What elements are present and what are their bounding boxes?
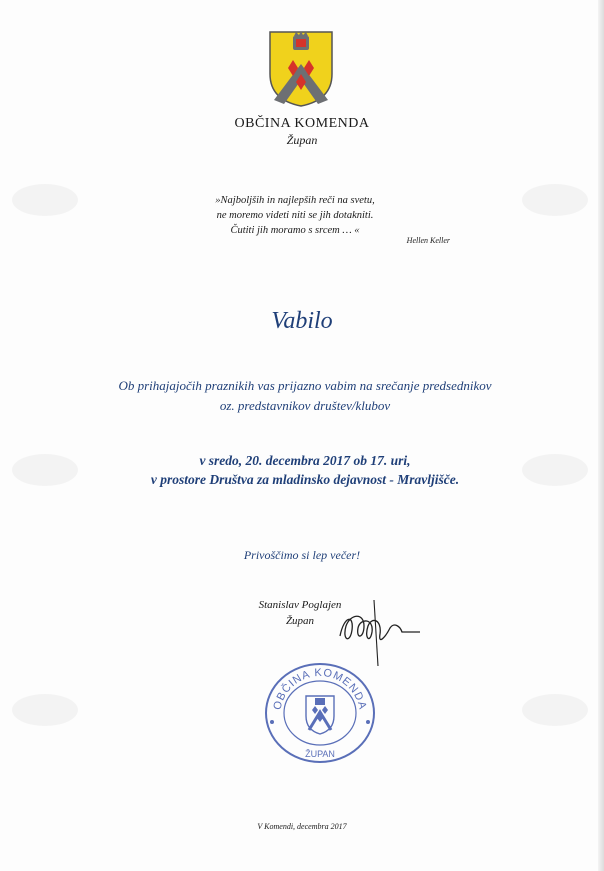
document-title: Vabilo [271, 308, 333, 334]
watermark-lips-decoration [10, 180, 80, 220]
intro-paragraph [70, 376, 540, 416]
event-details [70, 451, 540, 489]
closing-line: Privoščimo si lep večer! [243, 548, 361, 562]
event-location-line: v prostore Društva za mladinsko dejavnost - Mravljišče. [150, 472, 460, 487]
stamp-top-text: OBČINA KOMENDA [271, 666, 369, 712]
organization-role: Župan [286, 133, 318, 147]
coat-of-arms-icon [268, 30, 334, 108]
quote-block [180, 193, 410, 238]
intro-line: Ob prihajajočih praznikih vas prijazno vabim na srečanje predsednikov [118, 378, 492, 393]
signer-name: Stanislav Poglajen [258, 599, 342, 611]
watermark-lips-decoration [520, 180, 590, 220]
stamp-bottom-text: ŽUPAN [305, 749, 335, 759]
organization-name: OBČINA KOMENDA [234, 116, 370, 131]
quote-line: ne moremo videti niti se jih dotakniti. [216, 210, 374, 221]
official-stamp [262, 660, 378, 766]
quote-author: Hellen Keller [406, 236, 450, 245]
handwritten-signature [330, 596, 430, 668]
quote-line: »Najboljših in najlepših reči na svetu, [215, 195, 375, 206]
place-date-footer: V Komendi, decembra 2017 [257, 822, 347, 831]
intro-line: oz. predstavnikov društev/klubov [219, 398, 391, 413]
watermark-lips-decoration [10, 690, 80, 730]
watermark-lips-decoration [520, 690, 590, 730]
signer-role: Župan [285, 615, 315, 627]
quote-line: Čutiti jih moramo s srcem … « [230, 225, 360, 236]
event-date-line: v sredo, 20. decembra 2017 ob 17. uri, [199, 453, 411, 468]
